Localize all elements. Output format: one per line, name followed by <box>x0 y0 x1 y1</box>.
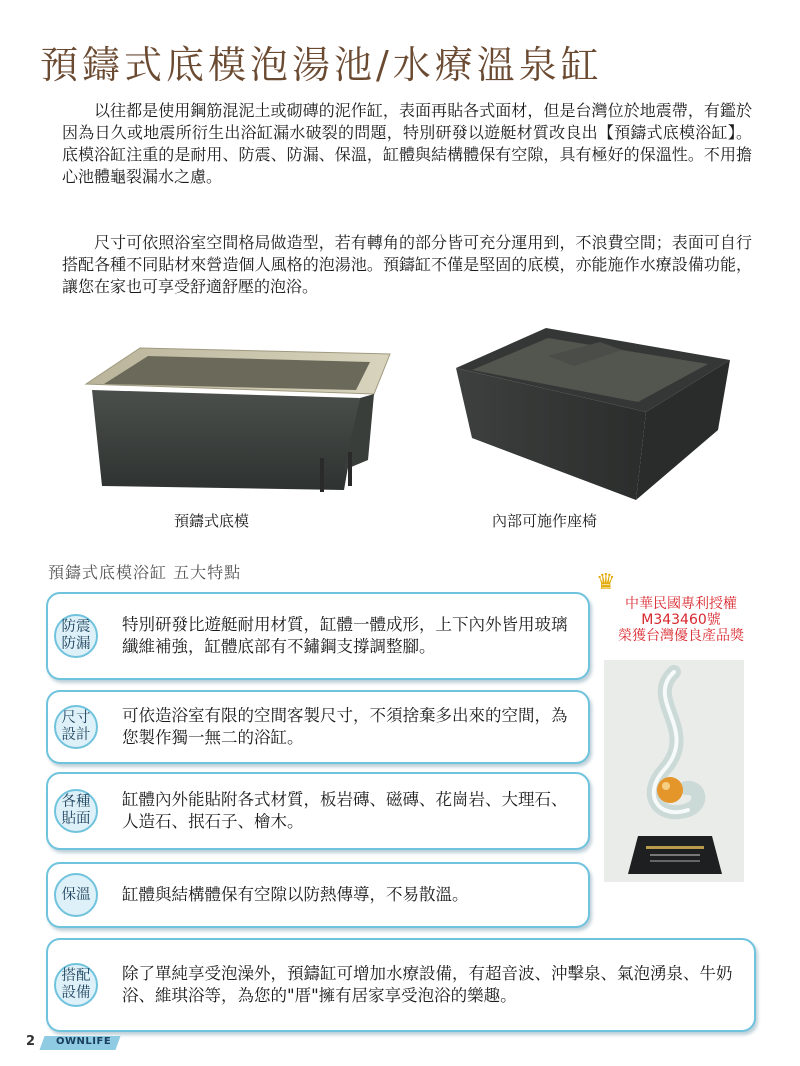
footer-brand-logo: OWNLIFE <box>56 1036 112 1047</box>
crown-icon: ♛ <box>596 570 616 595</box>
feature-text: 可依造浴室有限的空間客製尺寸，不須捨棄多出來的空間，為您製作獨一無二的浴缸。 <box>122 706 568 747</box>
photo-caption-precast-mold: 預鑄式底模 <box>174 512 250 530</box>
award-text <box>586 596 776 644</box>
award-line-number: M343460號 <box>641 612 721 628</box>
page-title: 預鑄式底模泡湯池/水療溫泉缸 <box>40 43 603 87</box>
award-line-prize: 榮獲台灣優良產品獎 <box>618 628 744 644</box>
feature-text: 缸體與結構體保有空隙以防熱傳導，不易散溫。 <box>122 885 469 904</box>
features-section-title: 預鑄式底模浴缸 五大特點 <box>48 563 242 582</box>
feature-card-size-design <box>46 690 590 764</box>
intro-paragraph-2: 尺寸可依照浴室空間格局做造型，若有轉角的部分皆可充分運用到，不浪費空間；表面可自行搭配各種不同貼材來營造個人風格的泡湯池。預鑄缸不僅是堅固的底模，亦能施作水療設備功能，讓您在家也可享受舒適舒壓的泡浴。 <box>62 233 752 296</box>
intro-paragraph-1: 以往都是使用鋼筋混泥土或砌磚的泥作缸，表面再貼各式面材，但是台灣位於地震帶，有鑑於因為日久或地震所衍生出浴缸漏水破裂的問題，特別研發以遊艇材質改良出【預鑄式底模浴缸】。底模浴缸注重的是耐用、防震、防漏、保溫，缸體與結構體保有空隙，具有極好的保溫性。不用擔心池體龜裂漏水之慮。 <box>62 101 752 186</box>
page-number: 2 <box>26 1034 36 1049</box>
feature-text: 特別研發比遊艇耐用材質，缸體一體成形，上下內外皆用玻璃纖維補強，缸體底部有不鏽鋼支撐調整腳。 <box>122 615 568 656</box>
feature-card-shockproof <box>46 592 590 680</box>
feature-badge: 各種貼面 <box>54 789 98 833</box>
precast-mold-photo <box>78 340 398 500</box>
interior-seat-photo <box>450 320 732 505</box>
award-line-patent: 中華民國專利授權 <box>625 596 737 612</box>
feature-text: 缸體內外能貼附各式材質，板岩磚、磁磚、花崗岩、大理石、人造石、抿石子、檜木。 <box>122 790 568 831</box>
feature-badge: 保溫 <box>54 873 98 917</box>
trophy-photo <box>604 660 744 882</box>
feature-badge: 搭配設備 <box>54 963 98 1007</box>
photo-caption-interior-seat: 內部可施作座椅 <box>492 512 598 530</box>
feature-text: 除了單純享受泡澡外，預鑄缸可增加水療設備，有超音波、沖擊泉、氣泡湧泉、牛奶浴、維琪浴等，為您的"厝"擁有居家享受泡浴的樂趣。 <box>122 964 733 1005</box>
feature-card-insulation <box>46 862 590 928</box>
feature-card-surfaces <box>46 772 590 850</box>
feature-card-equipment <box>46 938 756 1032</box>
feature-badge: 防震防漏 <box>54 614 98 658</box>
feature-badge: 尺寸設計 <box>54 705 98 749</box>
